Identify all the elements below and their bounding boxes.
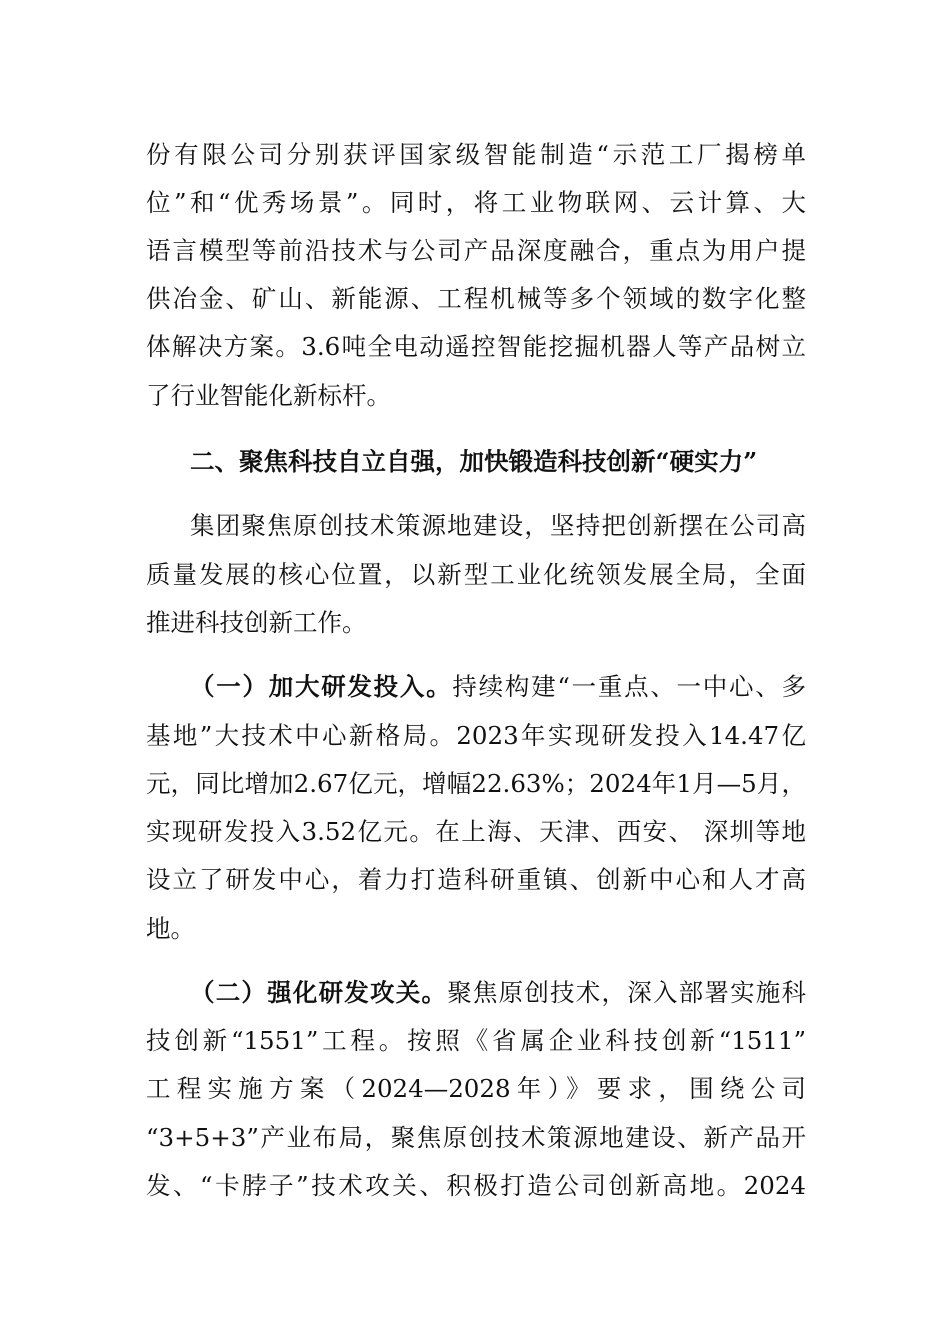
paragraph-line: 元，同比增加2.67亿元，增幅22.63%；2024年1月—5月， [146, 769, 806, 798]
paragraph-line: 质量发展的核心位置，以新型工业化统领发展全局，全面 [146, 560, 806, 589]
paragraph-line: 份有限公司分别获评国家级智能制造“示范工厂揭榜单 [146, 140, 806, 169]
paragraph-line: 供冶金、矿山、新能源、工程机械等多个领域的数字化整 [146, 284, 806, 313]
paragraph-line: 设立了研发中心，着力打造科研重镇、创新中心和人才高 [146, 865, 806, 894]
paragraph-line: 技创新“1551”工程。按照《省属企业科技创新“1511” [146, 1026, 806, 1055]
paragraph-line: 实现研发投入3.52亿元。在上海、天津、西安、 深圳等地 [146, 817, 806, 846]
paragraph-line: 集团聚焦原创技术策源地建设，坚持把创新摆在公司高 [190, 511, 806, 540]
paragraph-line: 推进科技创新工作。 [146, 608, 367, 637]
subsection-first-line [190, 671, 806, 703]
paragraph-line: 了行业智能化新标杆。 [146, 381, 391, 410]
subsection-title: （一）加大研发投入。 [190, 672, 453, 701]
subsection-text: 聚焦原创技术，深入部署实施科 [447, 978, 807, 1007]
section-heading: 二、聚焦科技自立自强，加快锻造科技创新“硬实力” [190, 447, 758, 476]
paragraph-line: 基地”大技术中心新格局。2023年实现研发投入14.47亿 [146, 721, 806, 750]
subsection-first-line [190, 977, 806, 1009]
subsection-title: （二）强化研发攻关。 [190, 978, 448, 1007]
paragraph-line: 位”和“优秀场景”。同时，将工业物联网、云计算、大 [146, 188, 806, 217]
subsection-text: 持续构建“一重点、一中心、多 [452, 672, 807, 701]
paragraph-line: 体解决方案。3.6吨全电动遥控智能挖掘机器人等产品树立 [146, 332, 806, 361]
paragraph-line: 地。 [146, 914, 195, 943]
paragraph-line: 语言模型等前沿技术与公司产品深度融合，重点为用户提 [146, 236, 806, 265]
paragraph-line: 发、“卡脖子”技术攻关、积极打造公司创新高地。2024 [146, 1171, 806, 1200]
paragraph-line: “3+5+3”产业布局，聚焦原创技术策源地建设、新产品开 [146, 1123, 806, 1152]
paragraph-line: 工程实施方案（2024—2028年）》要求，围绕公司 [146, 1074, 806, 1103]
